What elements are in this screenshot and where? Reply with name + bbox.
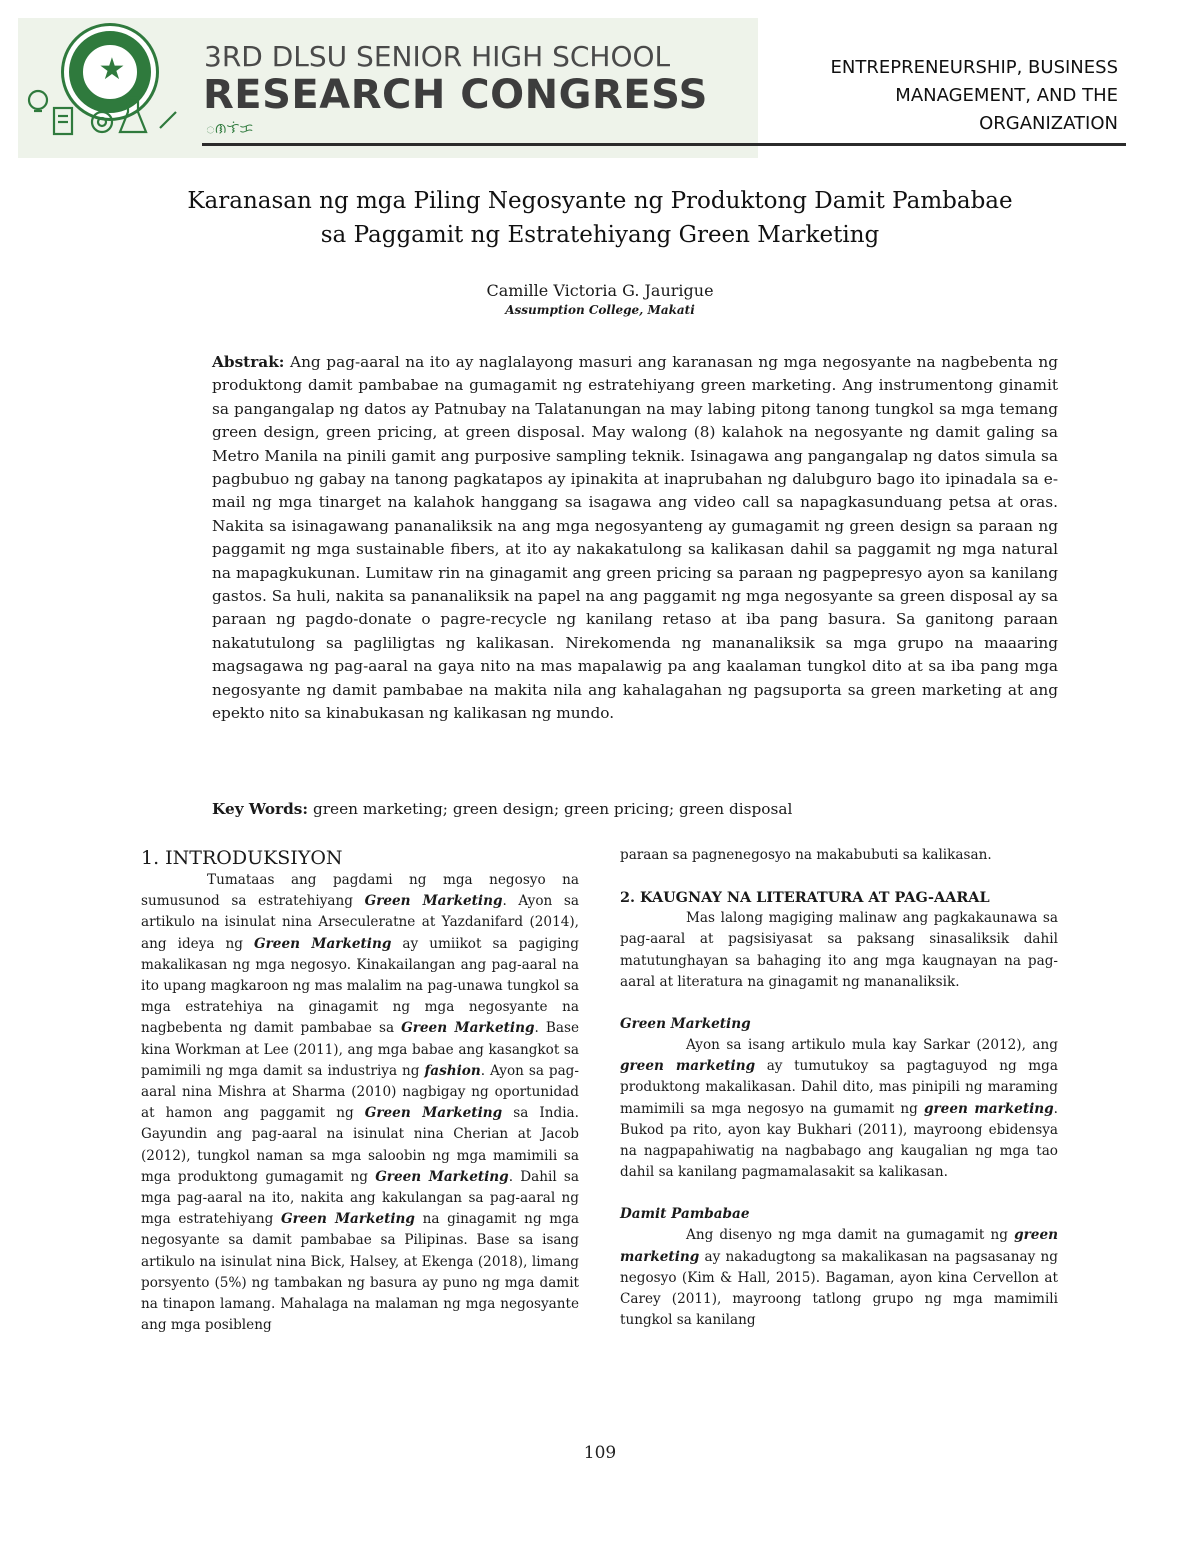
literature-paragraph: Mas lalong magiging malinaw ang pagkakaunawa sa pag-aaral at pagsisiyasat sa paksang sinasaliksik dahil matutunghayan sa bahaging ito ang mga kaugnayan na pag-aaral at literatura na ginagamit ng mananaliksik. (620, 910, 1058, 990)
term-green-marketing: green marketing (924, 1100, 1054, 1117)
pen-icon (160, 112, 176, 128)
subheading-green-marketing: Green Marketing (620, 1016, 751, 1033)
term-green-marketing: Green Marketing (254, 935, 392, 952)
author-affiliation: Assumption College, Makati (505, 303, 695, 317)
section-heading-literature: 2. KAUGNAY NA LITERATURA AT PAG-AARAL (620, 889, 990, 907)
introduction-column (141, 870, 579, 1336)
term-green-marketing: Green Marketing (364, 1105, 503, 1122)
star-icon: ★ (98, 52, 126, 87)
keywords-text: green marketing; green design; green pricing; green disposal (312, 800, 793, 818)
gear-icon (92, 112, 112, 132)
term-green-marketing: green marketing (620, 1227, 1058, 1265)
lightbulb-icon (29, 91, 47, 109)
section-heading-introduction: 1. INTRODUKSIYON (141, 847, 343, 869)
green-marketing-paragraph: Ayon sa isang artikulo mula kay Sarkar (2012), ang green marketing ay tumutukoy sa pagtaguyod ng mga produktong makalikasan. Dahil dito, mas pinipili ng maraming mamimili sa mga negosyo na gumamit ng green marketing. Bukod pa rito, ayon kay Bukhari (2011), mayroong ebidensya na nagpapahiwatig na nagbabago ang kaugalian ng mga tao dahil sa kanilang pagmamalasakit sa kalikasan. (620, 1037, 1058, 1181)
science-icons-decoration (24, 88, 184, 152)
term-fashion: fashion (424, 1062, 481, 1079)
term-green-marketing: green marketing (620, 1058, 756, 1075)
keywords (212, 798, 1058, 821)
congress-title: RESEARCH CONGRESS (203, 72, 708, 118)
congress-header (0, 0, 1200, 160)
header-divider (202, 143, 1126, 146)
paper-title: Karanasan ng mga Piling Negosyante ng Produktong Damit Pambabae sa Paggamit ng Estratehiyang Green Marketing (187, 188, 1013, 248)
term-green-marketing: Green Marketing (364, 893, 503, 910)
term-green-marketing: Green Marketing (280, 1211, 415, 1228)
abstract-text: Ang pag-aaral na ito ay naglalayong masuri ang karanasan ng mga negosyante na nagbebenta ng produktong damit pambabae na gumagamit ng estratehiyang green marketing. Ang instrumentong ginamit sa pangangalap ng datos ay Patnubay na Talatanungan na may labing pitong tanong tungkol sa mga temang green design, green pricing, at green disposal. May walong (8) kalahok na negosyante ng damit galing sa Metro Manila na pinili gamit ang purposive sampling teknik. Isinagawa ang pangangalap ng datos simula sa pagbubuo ng gabay na tanong pagkatapos ay ipinakita at inaprubahan ng dalubguro bago ito ipinadala sa e-mail ng mga tinarget na kalahok hanggang sa isagawa ang video call sa napagkasunduang petsa at oras. Nakita sa isinagawang pananaliksik na ang mga negosyanteng ay gumagamit ng green design sa paraan ng paggamit ng mga sustainable fibers, at ito ay nakakatulong sa kalikasan dahil sa paggamit ng mga natural na mapagkukunan. Lumitaw rin na ginagamit ang green pricing sa paraan ng pagpepresyo ayon sa kanilang gastos. Sa huli, nakita sa pananaliksik na papel na ang paggamit ng mga negosyante sa green disposal ay sa paraan ng pagdo-donate o pagre-recycle ng kanilang retaso at iba pang basura. Sa ganitong paraan nakatutulong sa pagliligtas ng kalikasan. Nirekomenda ng mananaliksik sa mga grupo na maaaring magsagawa ng pag-aaral na gaya nito na mas mapalawig pa ang kaalaman tungkol dito at sa iba pang mga negosyante ng damit pambabae na makita nila ang kahalagahan ng pagsuporta sa green marketing at ang epekto nito sa kinabukasan ng kalikasan ng mundo. (212, 353, 1058, 723)
introduction-paragraph: Tumataas ang pagdami ng mga negosyo na sumusunod sa estratehiyang Green Marketing. Ayon sa artikulo na isinulat nina Arseculeratne at Yazdanifard (2014), ang ideya ng Green Marketing ay umiikot sa pagiging makalikasan ng mga negosyo. Kinakailangan ang pag-aaral na ito upang magkaroon ng mas malalim na pag-unawa tungkol sa mga estratehiya na ginagamit ng mga negosyante na nagbebenta ng damit pambabae sa Green Marketing. Base kina Workman at Lee (2011), ang mga babae ang kasangkot sa pamimili ng mga damit sa industriya ng fashion. Ayon sa pag-aaral nina Mishra at Sharma (2010) nagbigay ng oportunidad at hamon ang paggamit ng Green Marketing sa India. Gayundin ang pag-aaral na isinulat nina Cherian at Jacob (2012), tungkol naman sa mga saloobin ng mga mamimili sa mga produktong gumagamit ng Green Marketing. Dahil sa mga pag-aaral na ito, nakita ang kakulangan sa pag-aaral ng mga estratehiyang Green Marketing na ginagamit ng mga negosyante sa damit pambabae sa Pilipinas. Base sa isang artikulo na isinulat nina Bick, Halsey, at Ekenga (2018), limang porsyento (5%) ng tambakan ng basura ay puno ng mga damit na tinapon lamang. Mahalaga na malaman ng mga negosyante ang mga posibleng (141, 872, 580, 1334)
introduction-continuation: paraan sa pagnenegosyo na makabubuti sa kalikasan. (620, 847, 992, 863)
literature-column (620, 845, 1058, 1331)
term-green-marketing: Green Marketing (401, 1020, 535, 1037)
damit-pambabae-paragraph: Ang disenyo ng mga damit na gumagamit ng green marketing ay nakadugtong sa makalikasan na pagsasanay ng negosyo (Kim & Hall, 2015). Bagaman, ayon kina Cervellon at Carey (2011), mayroong tatlong grupo ng mga mamimili tungkol sa kanilang (620, 1227, 1058, 1329)
keywords-label: Key Words: (212, 800, 309, 818)
baybayin-script-text: ᜀᜈᜎᜒᜃ (206, 121, 254, 137)
abstract-label: Abstrak: (212, 353, 285, 371)
page-number: 109 (583, 1443, 617, 1463)
flask-icon (120, 98, 146, 132)
author-name: Camille Victoria G. Jaurigue (486, 281, 714, 300)
congress-edition-title: 3RD DLSU SENIOR HIGH SCHOOL (204, 40, 671, 73)
term-green-marketing: Green Marketing (375, 1168, 509, 1185)
subheading-damit-pambabae: Damit Pambabae (620, 1206, 750, 1223)
abstract (212, 351, 1058, 726)
research-track-label: ENTREPRENEURSHIP, BUSINESS MANAGEMENT, AND THE ORGANIZATION (830, 57, 1118, 134)
